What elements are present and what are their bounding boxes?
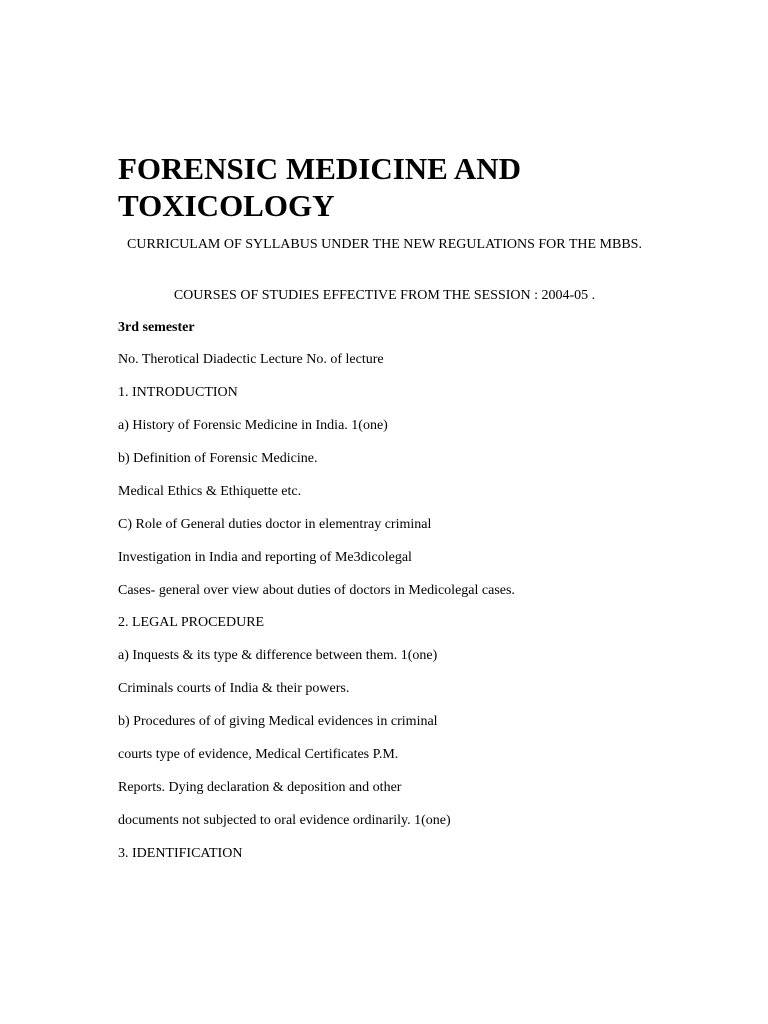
- body-line: Criminals courts of India & their powers.: [118, 681, 350, 696]
- table-header-line: No. Therotical Diadectic Lecture No. of lecture: [118, 352, 384, 367]
- body-line: Medical Ethics & Ethiquette etc.: [118, 484, 302, 499]
- document-subtitle: CURRICULAM OF SYLLABUS UNDER THE NEW REGULATIONS FOR THE MBBS.: [127, 237, 642, 252]
- body-line: a) Inquests & its type & difference between them. 1(one): [118, 648, 438, 663]
- section-heading-legal-procedure: 2. LEGAL PROCEDURE: [118, 615, 265, 630]
- section-heading-introduction: 1. INTRODUCTION: [118, 385, 238, 400]
- body-line: Cases- general over view about duties of doctors in Medicolegal cases.: [118, 583, 515, 598]
- body-line: courts type of evidence, Medical Certificates P.M.: [118, 747, 399, 762]
- body-line: Investigation in India and reporting of Me3dicolegal: [118, 550, 412, 565]
- body-line: documents not subjected to oral evidence ordinarily. 1(one): [118, 813, 451, 828]
- body-line: b) Definition of Forensic Medicine.: [118, 451, 318, 466]
- title-line-2: TOXICOLOGY: [118, 188, 335, 223]
- body-line: b) Procedures of of giving Medical evidences in criminal: [118, 714, 438, 729]
- document-title: [118, 150, 678, 224]
- semester-heading: 3rd semester: [118, 320, 195, 335]
- courses-effective-line: COURSES OF STUDIES EFFECTIVE FROM THE SESSION : 2004-05 .: [173, 288, 596, 303]
- body-line: Reports. Dying declaration & deposition and other: [118, 780, 402, 795]
- body-line: C) Role of General duties doctor in elementray criminal: [118, 517, 432, 532]
- body-line: a) History of Forensic Medicine in India. 1(one): [118, 418, 388, 433]
- section-heading-identification: 3. IDENTIFICATION: [118, 846, 243, 861]
- title-line-1: FORENSIC MEDICINE AND: [118, 151, 522, 186]
